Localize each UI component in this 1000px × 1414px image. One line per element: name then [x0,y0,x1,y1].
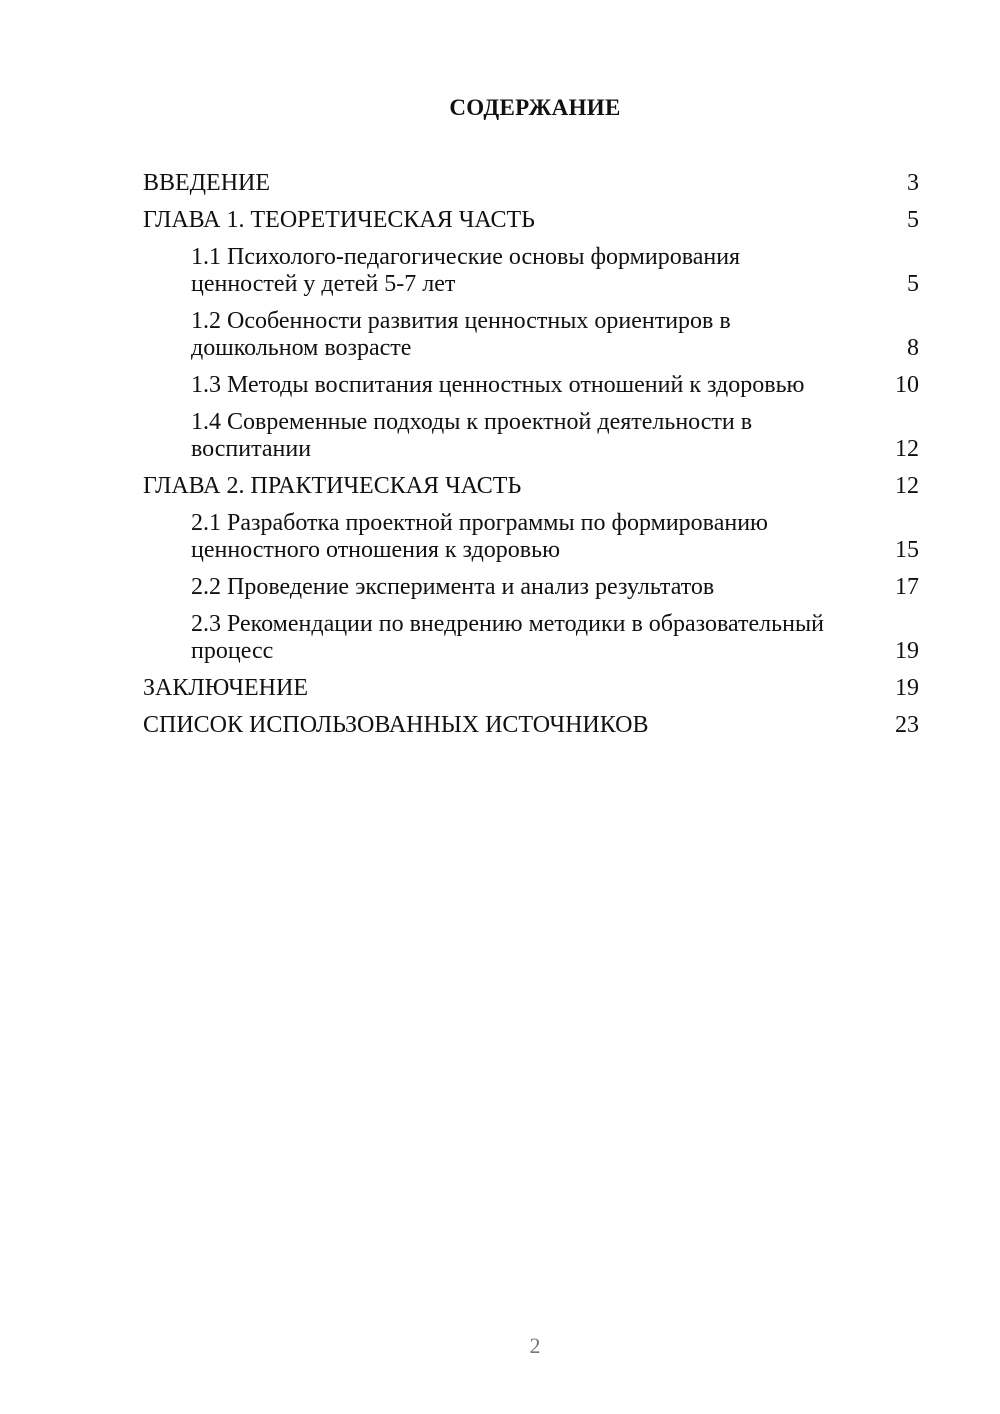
toc-entry-section-1-4[interactable] [143,409,919,463]
toc-entry-page: 19 [895,675,919,701]
toc-entry-label: 2.2 Проведение эксперимента и анализ результатов [191,574,715,600]
toc-entry-section-1-3[interactable] [143,372,919,399]
toc-entry-section-2-2[interactable] [143,574,919,601]
toc-entry-section-1-2[interactable] [143,308,919,362]
toc-entry-section-2-1[interactable] [143,510,919,564]
toc-entry-section-2-3[interactable] [143,611,919,665]
table-of-contents [143,170,919,749]
toc-title: СОДЕРЖАНИЕ [449,95,621,120]
toc-entry-references[interactable] [143,712,919,739]
page-number: 2 [529,1333,541,1358]
toc-entry-label: ГЛАВА 1. ТЕОРЕТИЧЕСКАЯ ЧАСТЬ [143,207,535,233]
toc-entry-label: СПИСОК ИСПОЛЬЗОВАННЫХ ИСТОЧНИКОВ [143,712,649,738]
toc-entry-label: 1.2 Особенности развития ценностных ориентиров в дошкольном возрасте [191,308,731,361]
toc-entry-label: 2.1 Разработка проектной программы по формированию ценностного отношения к здоровью [191,510,768,563]
toc-entry-label: ВВЕДЕНИЕ [143,170,271,196]
toc-entry-label: 2.3 Рекомендации по внедрению методики в образовательный процесс [191,611,824,664]
toc-entry-page: 8 [907,335,919,361]
toc-entry-page: 5 [907,271,919,297]
toc-entry-page: 10 [895,372,919,398]
toc-entry-page: 3 [907,170,919,196]
toc-entry-label: ЗАКЛЮЧЕНИЕ [143,675,308,701]
toc-entry-page: 19 [895,638,919,664]
toc-entry-chapter-1[interactable] [143,207,919,234]
toc-entry-label: 1.4 Современные подходы к проектной деятельности в воспитании [191,409,753,462]
toc-entry-label: ГЛАВА 2. ПРАКТИЧЕСКАЯ ЧАСТЬ [143,473,522,499]
toc-entry-page: 12 [895,436,919,462]
toc-entry-label: 1.1 Психолого-педагогические основы формирования ценностей у детей 5-7 лет [191,244,741,297]
toc-entry-page: 5 [907,207,919,233]
toc-entry-label: 1.3 Методы воспитания ценностных отношений к здоровью [191,372,805,398]
toc-entry-section-1-1[interactable] [143,244,919,298]
toc-entry-page: 12 [895,473,919,499]
toc-entry-conclusion[interactable] [143,675,919,702]
toc-entry-page: 17 [895,574,919,600]
toc-entry-introduction[interactable] [143,170,919,197]
toc-entry-chapter-2[interactable] [143,473,919,500]
toc-entry-page: 15 [895,537,919,563]
toc-entry-page: 23 [895,712,919,738]
